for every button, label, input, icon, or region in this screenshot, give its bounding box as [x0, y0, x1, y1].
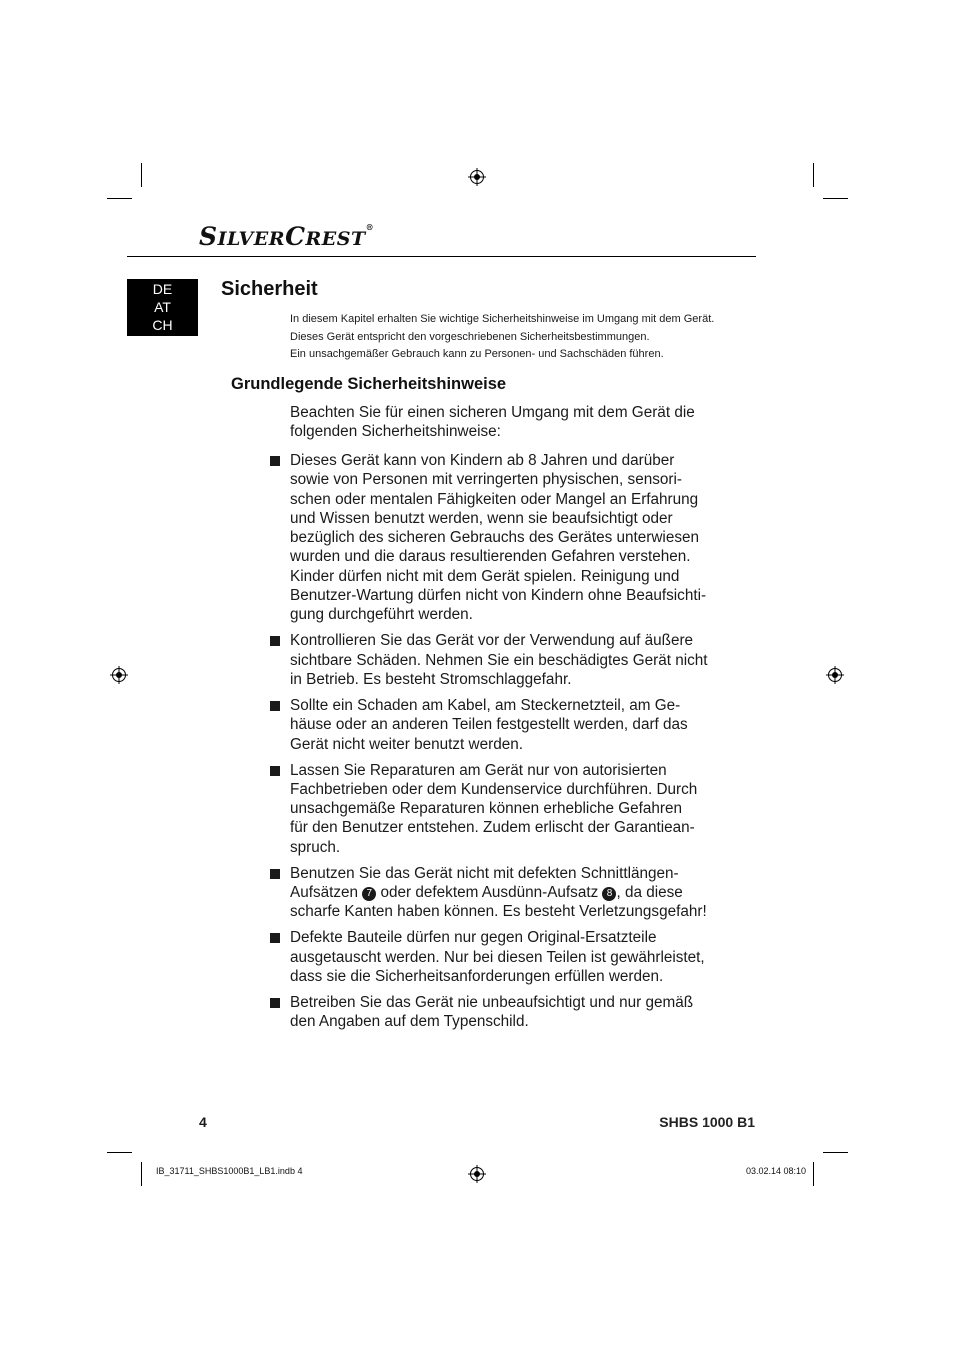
section-title: Sicherheit [221, 278, 318, 300]
lead-paragraph [290, 403, 750, 442]
text-line: sowie von Personen mit verringerten physischen, sensori- [290, 471, 682, 489]
text-line: sichtbare Schäden. Nehmen Sie ein beschädigtes Gerät nicht [290, 651, 708, 669]
text-line: Fachbetrieben oder dem Kundenservice durchführen. Durch [290, 780, 698, 798]
print-slug-date: 03.02.14 08:10 [745, 1166, 806, 1176]
text-line: ausgetauscht werden. Nur bei diesen Teilen ist gewährleistet, [290, 948, 705, 966]
list-item [268, 761, 748, 857]
safety-list [268, 451, 748, 1038]
part-number-8-icon: 8 [602, 887, 616, 901]
text-line: häuse oder an anderen Teilen festgestellt werden, darf das [290, 716, 688, 734]
bullet-square-icon [270, 766, 280, 776]
text-line: Benutzen Sie das Gerät nicht mit defekten Schnittlängen- [290, 864, 679, 882]
list-item [268, 696, 748, 754]
text-span: , da diese [616, 883, 683, 901]
bullet-square-icon [270, 456, 280, 466]
text-line: schen oder mentalen Fähigkeiten oder Mangel an Erfahrung [290, 490, 699, 508]
text-line: in Betrieb. Es besteht Stromschlaggefahr. [290, 670, 572, 688]
text-line: Sollte ein Schaden am Kabel, am Steckernetzteil, am Ge- [290, 696, 681, 714]
crop-mark [107, 1152, 132, 1153]
print-slug-file: IB_31711_SHBS1000B1_LB1.indb 4 [156, 1166, 303, 1176]
intro-line: In diesem Kapitel erhalten Sie wichtige Sicherheitshinweise im Umgang mit dem Gerät. [290, 313, 715, 325]
text-line: Gerät nicht weiter benutzt werden. [290, 735, 523, 753]
crop-mark [141, 1162, 142, 1186]
list-item [268, 864, 748, 922]
text-line: den Angaben auf dem Typenschild. [290, 1013, 529, 1031]
lead-line: Beachten Sie für einen sicheren Umgang mit dem Gerät die [290, 404, 695, 421]
brand-logo: SILVERCREST® [199, 222, 375, 251]
text-line: gung durchgeführt werden. [290, 606, 473, 624]
text-line: scharfe Kanten haben können. Es besteht Verletzungsgefahr! [290, 903, 707, 921]
text-span: oder defektem Ausdünn-Aufsatz [376, 883, 603, 901]
text-span: Aufsätzen [290, 883, 363, 901]
bullet-square-icon [270, 701, 280, 711]
model-number: SHBS 1000 B1 [659, 1114, 755, 1130]
registration-mark-icon [468, 1165, 486, 1183]
list-item [268, 451, 748, 625]
bullet-square-icon [270, 869, 280, 879]
header-rule [127, 256, 756, 257]
crop-mark [813, 1162, 814, 1186]
registration-mark-icon [826, 666, 844, 684]
text-line [290, 883, 748, 902]
text-line: Benutzer-Wartung dürfen nicht von Kindern ohne Beaufsichti- [290, 587, 707, 605]
crop-mark [813, 163, 814, 187]
crop-mark [107, 198, 132, 199]
text-line: Betreiben Sie das Gerät nie unbeaufsichtigt und nur gemäß [290, 993, 694, 1011]
text-line: Kinder dürfen nicht mit dem Gerät spielen. Reinigung und [290, 567, 680, 585]
text-line: Dieses Gerät kann von Kindern ab 8 Jahren und darüber [290, 452, 675, 469]
text-line: Lassen Sie Reparaturen am Gerät nur von autorisierten [290, 761, 667, 779]
bullet-square-icon [270, 998, 280, 1008]
language-code: CH [152, 317, 173, 333]
text-line: wurden und die daraus resultierenden Gefahren verstehen. [290, 548, 691, 566]
text-line: spruch. [290, 838, 341, 856]
text-line: für den Benutzer entstehen. Zudem erlischt der Garantiean- [290, 819, 695, 837]
bullet-square-icon [270, 933, 280, 943]
intro-line: Ein unsachgemäßer Gebrauch kann zu Personen- und Sachschäden führen. [290, 348, 664, 360]
registration-mark-icon [468, 168, 486, 186]
subsection-title: Grundlegende Sicherheitshinweise [231, 375, 507, 393]
language-tab [127, 279, 198, 336]
text-line: unsachgemäße Reparaturen können erhebliche Gefahren [290, 800, 683, 818]
registration-mark-icon [110, 666, 128, 684]
crop-mark [823, 198, 848, 199]
text-line: dass sie die Sicherheitsanforderungen erfüllen werden. [290, 967, 664, 985]
list-item [268, 928, 748, 986]
text-line: Defekte Bauteile dürfen nur gegen Original-Ersatzteile [290, 929, 657, 947]
intro-line: Dieses Gerät entspricht den vorgeschriebenen Sicherheitsbestimmungen. [290, 330, 650, 343]
list-item [268, 993, 748, 1032]
language-code: DE [152, 281, 173, 297]
list-item [268, 631, 748, 689]
text-line: bezüglich des sicheren Gebrauchs des Gerätes unterwiesen [290, 529, 699, 547]
intro-paragraph [290, 311, 714, 364]
language-code: AT [154, 299, 171, 315]
lead-line: folgenden Sicherheitshinweise: [290, 423, 501, 441]
crop-mark [141, 163, 142, 187]
part-number-7-icon: 7 [362, 887, 376, 901]
text-line: und Wissen benutzt werden, wenn sie beaufsichtigt oder [290, 509, 673, 527]
bullet-square-icon [270, 636, 280, 646]
page-number: 4 [199, 1114, 207, 1130]
crop-mark [823, 1152, 848, 1153]
text-line: Kontrollieren Sie das Gerät vor der Verwendung auf äußere [290, 632, 694, 650]
